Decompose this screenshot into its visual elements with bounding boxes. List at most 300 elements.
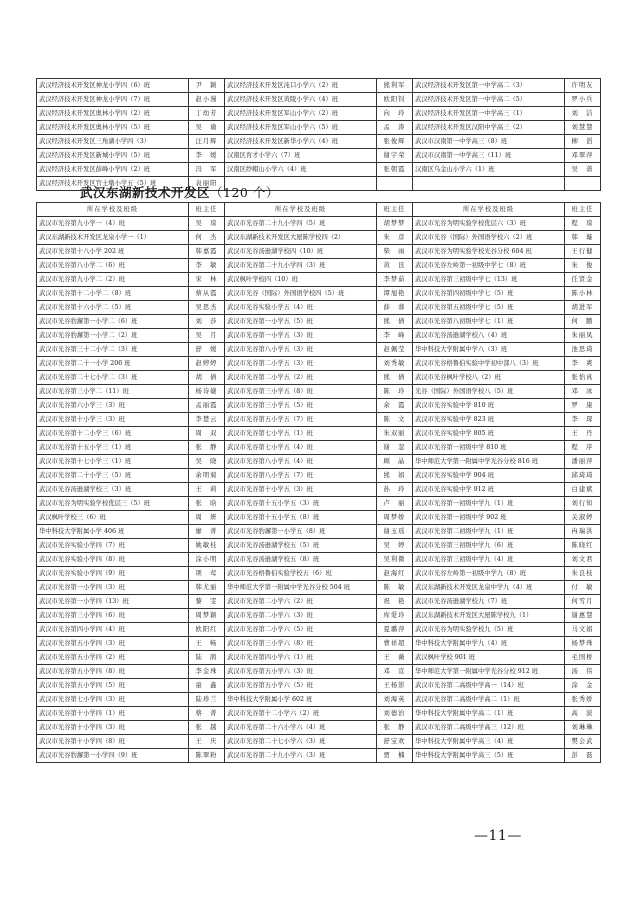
header-school-1: 所在学校及班级 — [37, 203, 189, 217]
teacher-cell: 邱琦琦 — [565, 469, 601, 483]
school-class-cell: 武汉经济技术开发区奥林小学四（5）班 — [37, 121, 189, 135]
table-row — [37, 679, 601, 693]
teacher-cell: 周 妍 — [189, 511, 225, 525]
teacher-cell: 谢惠慧 — [565, 609, 601, 623]
teacher-cell: 贾 楠 — [377, 749, 413, 763]
school-class-cell: 武汉市光谷左岭第一初级中学七（8）班 — [413, 259, 565, 273]
school-class-cell: 武汉市光谷第一小学四（13）班 — [37, 595, 189, 609]
school-class-cell: 武汉市光谷第二小学六（2）班 — [225, 595, 377, 609]
school-class-cell: 武汉市光谷为明实验学校优层三（5）班 — [37, 497, 189, 511]
school-class-cell: 武汉市光谷第三小学二（11）班 — [37, 385, 189, 399]
school-class-cell: 华中科技大学附属中学高二（1）班 — [413, 707, 565, 721]
teacher-cell: 张朝霞 — [377, 163, 413, 177]
teacher-cell: 邓翠萍 — [565, 149, 601, 163]
teacher-cell: 欧阳红 — [189, 623, 225, 637]
teacher-cell: 熊利军 — [377, 79, 413, 93]
teacher-cell: 周 双 — [189, 427, 225, 441]
teacher-cell: 蔡从霞 — [189, 287, 225, 301]
teacher-cell: 夏璐萍 — [377, 623, 413, 637]
table-row — [37, 301, 601, 315]
school-class-cell: 武汉经济技术开发区奥林小学四（2）班 — [37, 107, 189, 121]
teacher-cell: 张 越 — [189, 721, 225, 735]
table-row — [37, 79, 601, 93]
teacher-cell: 余明菊 — [189, 469, 225, 483]
school-class-cell: 武汉市光谷第二小学六（5）班 — [225, 623, 377, 637]
school-class-cell: 汉南区乌金山小学六（1）班 — [413, 163, 565, 177]
teacher-cell: 吴 月 — [189, 329, 225, 343]
teacher-cell: 熊 倩 — [377, 315, 413, 329]
school-class-cell: 武汉市光谷汤逊湖学校三（3）班 — [37, 483, 189, 497]
teacher-cell: 陈 敏 — [377, 581, 413, 595]
school-class-cell: 武汉市光谷第一小学四（3）班 — [37, 581, 189, 595]
school-class-cell: 武汉市光谷实验中学 805 班 — [413, 427, 565, 441]
table-row — [37, 259, 601, 273]
teacher-cell: 孙 玲 — [377, 483, 413, 497]
teacher-cell: 朱双丽 — [377, 427, 413, 441]
table-row — [37, 385, 601, 399]
school-class-cell: 武汉市光谷豹澥第一小学二（2）班 — [37, 329, 189, 343]
school-class-cell: 武汉市光谷豹澥第一小学二（6）班 — [37, 315, 189, 329]
table-row — [37, 399, 601, 413]
school-class-cell: 武汉市光谷格鲁伯实验中学初中部八（3）班 — [413, 357, 565, 371]
teacher-cell: 韩嘉霞 — [189, 245, 225, 259]
header-row — [37, 203, 601, 217]
school-class-cell: 武汉市光谷实验中学 810 班 — [413, 399, 565, 413]
school-class-cell: 武汉市光谷第十八小学 202 班 — [37, 245, 189, 259]
teacher-cell: 马文娟 — [565, 623, 601, 637]
school-class-cell: 武汉市光谷第五小学六（5）班 — [225, 679, 377, 693]
teacher-cell: 程 序 — [565, 441, 601, 455]
teacher-cell: 刘文君 — [565, 553, 601, 567]
teacher-cell: 余 霞 — [377, 399, 413, 413]
school-class-cell: 武汉枫叶学校三（6）班 — [37, 511, 189, 525]
school-class-cell: 武汉经济技术开发区新城小学四（5）班 — [37, 149, 189, 163]
school-class-cell: 武汉经济技术开发区三角湖小学四（3） — [37, 135, 189, 149]
table-row — [37, 163, 601, 177]
school-class-cell: 武汉市光谷汤逊湖学校四（10）班 — [225, 245, 377, 259]
teacher-cell: 朱丽凤 — [565, 329, 601, 343]
teacher-cell: 涂 金 — [565, 679, 601, 693]
teacher-cell: 刘秀敏 — [377, 357, 413, 371]
school-class-cell: 武汉经济技术开发区第一中学高二（3） — [413, 79, 565, 93]
teacher-cell: 库爱玲 — [377, 609, 413, 623]
teacher-cell: 李 峰 — [377, 329, 413, 343]
table-row — [37, 749, 601, 763]
teacher-cell: 王 薇 — [377, 651, 413, 665]
teacher-cell: 熊 倩 — [377, 371, 413, 385]
teacher-cell: 张 晗 — [189, 497, 225, 511]
teacher-cell: 刘行知 — [565, 497, 601, 511]
school-class-cell: 武汉市光谷实验中学 912 班 — [413, 483, 565, 497]
teacher-cell — [377, 177, 413, 191]
table-row — [37, 595, 601, 609]
school-class-cell: 武汉市光谷（国际）外国语学校四（5）班 — [225, 287, 377, 301]
teacher-cell: 张 静 — [189, 441, 225, 455]
teacher-cell: 柳 滔 — [565, 135, 601, 149]
table-row — [37, 483, 601, 497]
school-class-cell: 汉南区育才小学六（7）班 — [225, 149, 377, 163]
teacher-cell: 向 玲 — [377, 107, 413, 121]
school-class-cell: 武汉市光谷汤逊湖学校五（5）班 — [225, 539, 377, 553]
top-table-body — [37, 79, 601, 191]
teacher-cell: 廖 菁 — [189, 525, 225, 539]
school-class-cell: 武汉市光谷第十五小学五（3）班 — [225, 497, 377, 511]
table-row — [37, 343, 601, 357]
teacher-cell: 程 琼 — [565, 217, 601, 231]
teacher-cell: 吴 晓 — [189, 455, 225, 469]
table-row — [37, 427, 601, 441]
teacher-cell: 关淑婷 — [565, 511, 601, 525]
top-table — [36, 78, 601, 191]
section-title — [80, 183, 279, 201]
header-teacher-3: 班主任 — [565, 203, 601, 217]
school-class-cell: 武汉枫叶学校 901 班 — [413, 651, 565, 665]
table-row — [37, 245, 601, 259]
section-name: 武汉东湖新技术开发区 — [80, 185, 211, 200]
school-class-cell: 武汉市光谷第十小学四（8）班 — [37, 735, 189, 749]
teacher-cell: 冯 军 — [189, 163, 225, 177]
teacher-cell: 李 敏 — [189, 259, 225, 273]
teacher-cell: 赵海红 — [377, 567, 413, 581]
school-class-cell: 武汉东湖新技术开发区龙泉小学一（1） — [37, 231, 189, 245]
teacher-cell: 吴思杰 — [189, 301, 225, 315]
school-class-cell: 武汉市光谷为明实验学校优层六（3）班 — [413, 217, 565, 231]
teacher-cell: 陈翠粉 — [189, 749, 225, 763]
school-class-cell: 武汉市光谷豹澥第一小学四（9）班 — [37, 749, 189, 763]
school-class-cell: 武汉市光谷第十小学五（3）班 — [225, 483, 377, 497]
table-row — [37, 329, 601, 343]
school-class-cell: 华中科技大学附属中学九（4）班 — [413, 637, 565, 651]
school-class-cell: 武汉市光谷第十七小学三（1）班 — [37, 455, 189, 469]
school-class-cell: 武汉市光谷第八小学五（4）班 — [225, 455, 377, 469]
school-class-cell: 武汉市光谷实验小学四（7）班 — [37, 539, 189, 553]
teacher-cell: 许明友 — [565, 79, 601, 93]
school-class-cell: 武汉市光谷第三初级中学九（4）班 — [413, 553, 565, 567]
school-class-cell: 武汉市光谷第一初级中学 902 班 — [413, 511, 565, 525]
teacher-cell: 李 琛 — [565, 413, 601, 427]
table-row — [37, 287, 601, 301]
teacher-cell: 孟 涛 — [377, 121, 413, 135]
school-class-cell: 武汉经济技术开发区汉阳中学高三（2） — [413, 121, 565, 135]
school-class-cell: 武汉市光谷第二小学六（3）班 — [225, 609, 377, 623]
header-teacher-2: 班主任 — [377, 203, 413, 217]
teacher-cell: 周梦娇 — [377, 511, 413, 525]
teacher-cell: 樊会武 — [565, 735, 601, 749]
table-row — [37, 581, 601, 595]
school-class-cell: 武汉市光谷第七小学五（4）班 — [225, 441, 377, 455]
teacher-cell: 池思琦 — [565, 343, 601, 357]
table-row — [37, 413, 601, 427]
school-class-cell: 武汉市光谷第八初级中学七（1）班 — [413, 315, 565, 329]
school-class-cell: 武汉市光谷第三初级中学九（6）班 — [413, 539, 565, 553]
school-class-cell: 武汉经济技术开发区官士墩小学五（5）班 — [37, 177, 189, 191]
school-class-cell: 武汉市光谷第五小学四（8）班 — [37, 665, 189, 679]
teacher-cell: 刘慧慧 — [565, 121, 601, 135]
teacher-cell: 杨诗婕 — [189, 385, 225, 399]
teacher-cell: 何 杰 — [189, 231, 225, 245]
teacher-cell: 周梦颖 — [189, 609, 225, 623]
school-class-cell: 武汉市光谷第三小学五（5）班 — [225, 399, 377, 413]
school-class-cell: 武汉市光谷第四小学四（4）班 — [37, 623, 189, 637]
school-class-cell: 武汉市光谷第五小学四（5）班 — [37, 679, 189, 693]
school-class-cell: 武汉枫叶学校四（10）班 — [225, 273, 377, 287]
school-class-cell: 武汉市光谷第三十二小学二（3）班 — [37, 343, 189, 357]
teacher-cell: 王 庆 — [189, 735, 225, 749]
school-class-cell: 武汉市光谷第一小学五（5）班 — [225, 315, 377, 329]
school-class-cell: 武汉经济技术开发区神龙小学四（7）班 — [37, 93, 189, 107]
teacher-cell: 柴 雨 — [377, 245, 413, 259]
teacher-cell: 邓 宣 — [377, 665, 413, 679]
school-class-cell: 武汉市光谷实验中学 904 班 — [413, 469, 565, 483]
teacher-cell: 张 静 — [377, 721, 413, 735]
teacher-cell: 任贤金 — [565, 273, 601, 287]
school-class-cell: 武汉市光谷第二十七小学二（3）班 — [37, 371, 189, 385]
table-row — [37, 273, 601, 287]
teacher-cell: 罗小兵 — [565, 93, 601, 107]
school-class-cell: 汉南区纱帽山小学六（4）班 — [225, 163, 377, 177]
teacher-cell: 张秀娇 — [565, 693, 601, 707]
teacher-cell: 赵小漫 — [189, 93, 225, 107]
school-class-cell: 武汉市光谷第六小学三（3）班 — [37, 399, 189, 413]
teacher-cell: 李梦茹 — [377, 273, 413, 287]
main-table-body — [37, 217, 601, 763]
table-row — [37, 469, 601, 483]
school-class-cell: 武汉市光谷第十二小学二（8）班 — [37, 287, 189, 301]
school-class-cell: 武汉市光谷第十二小学六（2）班 — [225, 707, 377, 721]
teacher-cell: 胡 倩 — [189, 371, 225, 385]
school-class-cell: 武汉市光谷第八小学二（6）班 — [37, 259, 189, 273]
teacher-cell: 陈小林 — [565, 287, 601, 301]
teacher-cell: 付 敏 — [565, 581, 601, 595]
main-table-head — [37, 203, 601, 217]
school-class-cell: 武汉市光谷第二初级中学九（1）班 — [413, 525, 565, 539]
school-class-cell: 武汉市光谷实验小学五（4）班 — [225, 301, 377, 315]
school-class-cell: 武汉市光谷第五小学六（3）班 — [225, 665, 377, 679]
teacher-cell: 谢 忽 — [377, 441, 413, 455]
school-class-cell: 武汉市光谷第十小学四（3）班 — [37, 721, 189, 735]
teacher-cell: 胡进军 — [565, 301, 601, 315]
teacher-cell: 李楚云 — [189, 413, 225, 427]
teacher-cell: 丁幼芳 — [189, 107, 225, 121]
school-class-cell: 武汉市光谷第五小学五（7）班 — [225, 413, 377, 427]
school-class-cell: 武汉市光谷豹澥第一小学五（8）班 — [225, 525, 377, 539]
teacher-cell: 陆 鹃 — [189, 651, 225, 665]
teacher-cell: 舒宝欢 — [377, 735, 413, 749]
teacher-cell: 冉瑞洪 — [565, 525, 601, 539]
school-class-cell: 武汉市光谷第十五小学五（8）班 — [225, 511, 377, 525]
table-row — [37, 609, 601, 623]
table-row — [37, 567, 601, 581]
teacher-cell: 韩 璇 — [565, 231, 601, 245]
school-class-cell: 华中科技大学附属小学 406 班 — [37, 525, 189, 539]
school-class-cell: 武汉市光谷第二十九小学六（3）班 — [225, 749, 377, 763]
table-row — [37, 665, 601, 679]
teacher-cell: 刘 洁 — [565, 107, 601, 121]
school-class-cell: 武汉市光谷第十小学三（3）班 — [37, 413, 189, 427]
school-class-cell: 武汉市光谷第二十七小学六（3）班 — [225, 735, 377, 749]
school-class-cell: 武汉市光谷第二十九小学四（5）班 — [225, 217, 377, 231]
teacher-cell: 涂小明 — [189, 553, 225, 567]
school-class-cell: 武汉市光谷第二高级中学高一（14）班 — [413, 679, 565, 693]
school-class-cell: 武汉市光谷第八小学五（7）班 — [225, 469, 377, 483]
school-class-cell: 武汉经济技术开发区军山小学六（5）班 — [225, 121, 377, 135]
teacher-cell: 李 爽 — [565, 357, 601, 371]
school-class-cell: 武汉市光谷第十小学四（1）班 — [37, 707, 189, 721]
school-class-cell: 武汉东湖新技术开发区大屋陈学校九（1） — [413, 609, 565, 623]
school-class-cell: 武汉市光谷第二十小学三（5）班 — [37, 469, 189, 483]
teacher-cell: 姚敏桂 — [189, 539, 225, 553]
teacher-cell: 吴利微 — [377, 553, 413, 567]
teacher-cell: 李 媛 — [189, 149, 225, 163]
school-class-cell: 武汉经济技术开发区沌口小学六（2）班 — [225, 79, 377, 93]
table-row — [37, 149, 601, 163]
page-number: —11— — [474, 828, 522, 844]
school-class-cell: 武汉市光谷第二十六小学六（4）班 — [225, 721, 377, 735]
school-class-cell: 武汉市光谷第九小学二（2）班 — [37, 273, 189, 287]
school-class-cell: 武汉市光谷实验小学四（8）班 — [37, 553, 189, 567]
table-row — [37, 497, 601, 511]
school-class-cell: 武汉市光谷格鲁伯实验学校五（6）班 — [225, 567, 377, 581]
school-class-cell: 华中师范大学第一附属中学光谷分校 504 班 — [225, 581, 377, 595]
teacher-cell: 李金珠 — [189, 665, 225, 679]
teacher-cell: 刘海英 — [377, 693, 413, 707]
school-class-cell: 武汉市光谷汤逊湖学校八（4）班 — [413, 329, 565, 343]
teacher-cell: 王 丹 — [565, 427, 601, 441]
teacher-cell: 白建斌 — [565, 483, 601, 497]
school-class-cell: 武汉市光谷枫叶学校八（2）班 — [413, 371, 565, 385]
school-class-cell: 武汉市光谷（国际）外国语学校六（2）班 — [413, 231, 565, 245]
school-class-cell: 武汉市光谷第九小学一（4）班 — [37, 217, 189, 231]
teacher-cell: 谢宇荣 — [377, 149, 413, 163]
teacher-cell: 王行健 — [565, 245, 601, 259]
teacher-cell: 王杨影 — [377, 679, 413, 693]
table-row — [37, 455, 601, 469]
teacher-cell: 罗 康 — [565, 399, 601, 413]
teacher-cell: 陈 玲 — [377, 385, 413, 399]
teacher-cell: 曹祥超 — [377, 637, 413, 651]
school-class-cell: 武汉市光谷第一初级中学九（1）班 — [413, 497, 565, 511]
table-row — [37, 693, 601, 707]
header-teacher-1: 班主任 — [189, 203, 225, 217]
table-row — [37, 735, 601, 749]
teacher-cell: 何 鹏 — [565, 315, 601, 329]
table-row — [37, 93, 601, 107]
teacher-cell: 黎 雯 — [189, 595, 225, 609]
teacher-cell: 舒 媛 — [189, 343, 225, 357]
teacher-cell: 谢玉瑶 — [377, 525, 413, 539]
section-count: （120 个） — [210, 185, 279, 200]
teacher-cell: 刘德治 — [377, 707, 413, 721]
teacher-cell: 高 波 — [565, 707, 601, 721]
table-row — [37, 651, 601, 665]
teacher-cell: 胡梦梦 — [377, 217, 413, 231]
table-row — [37, 525, 601, 539]
teacher-cell: 汤 伟 — [565, 665, 601, 679]
school-class-cell: 武汉经济技术开发区军山小学六（2）班 — [225, 107, 377, 121]
table-row — [37, 553, 601, 567]
teacher-cell: 张怡真 — [565, 371, 601, 385]
table-row — [37, 707, 601, 721]
teacher-cell: 尹 颖 — [189, 79, 225, 93]
school-class-cell: 武汉市光谷第二小学五（3）班 — [225, 357, 377, 371]
teacher-cell: 朱 彦 — [377, 231, 413, 245]
teacher-cell: 薛 蓉 — [377, 301, 413, 315]
school-class-cell: 武汉市光谷第三小学四（6）班 — [37, 609, 189, 623]
main-table — [36, 202, 601, 763]
school-class-cell: 武汉市光谷第二小学五（2）班 — [225, 371, 377, 385]
teacher-cell: 朱良枝 — [565, 567, 601, 581]
school-class-cell: 武汉市光谷第五初级中学七（5）班 — [413, 301, 565, 315]
school-class-cell: 华中师范大学第一附属中学光谷分校 816 班 — [413, 455, 565, 469]
school-class-cell: 武汉市光谷第十二小学三（6）班 — [37, 427, 189, 441]
school-class-cell: 武汉市光谷第二高级中学高二（1）班 — [413, 693, 565, 707]
school-class-cell: 武汉市光谷第十五小学三（1）班 — [37, 441, 189, 455]
school-class-cell: 华中师范大学第一附属中学光谷分校 912 班 — [413, 665, 565, 679]
school-class-cell: 武汉市光谷第一小学五（3）班 — [225, 329, 377, 343]
table-row — [37, 441, 601, 455]
table-row — [37, 135, 601, 149]
teacher-cell: 邓 冰 — [565, 385, 601, 399]
school-class-cell: 武汉市光谷汤逊湖学校九（7）班 — [413, 595, 565, 609]
table-row — [37, 231, 601, 245]
teacher-cell: 袁丽阳 — [189, 177, 225, 191]
table-row — [37, 539, 601, 553]
school-class-cell: 武汉市光谷第四小学六（1）班 — [225, 651, 377, 665]
school-class-cell: 光谷（国际）外国语学校八（5）班 — [413, 385, 565, 399]
teacher-cell: 赵婷婷 — [189, 357, 225, 371]
school-class-cell: 武汉市光谷第二十一小学 206 班 — [37, 357, 189, 371]
teacher-cell: 何雪月 — [565, 595, 601, 609]
table-row — [37, 217, 601, 231]
teacher-cell: 杨梦珠 — [565, 637, 601, 651]
header-school-2: 所在学校及班级 — [225, 203, 377, 217]
teacher-cell: 潘丽萍 — [565, 455, 601, 469]
teacher-cell: 陈晓红 — [565, 539, 601, 553]
school-class-cell: 武汉市光谷实验小学四（9）班 — [37, 567, 189, 581]
teacher-cell: 顾 晶 — [377, 455, 413, 469]
table-row — [37, 371, 601, 385]
teacher-cell: 彭 磊 — [565, 749, 601, 763]
teacher-cell — [565, 177, 601, 191]
teacher-cell: 王 莉 — [189, 483, 225, 497]
teacher-cell: 吴 瑜 — [189, 121, 225, 135]
school-class-cell: 武汉市光谷左岭第一初级中学九（8）班 — [413, 567, 565, 581]
teacher-cell: 韩尤丽 — [189, 581, 225, 595]
school-class-cell: 武汉经济技术开发区薛峰小学四（2）班 — [37, 163, 189, 177]
teacher-cell: 汪月辉 — [189, 135, 225, 149]
school-class-cell: 武汉市汉南第一中学高三（8）班 — [413, 135, 565, 149]
school-class-cell: 武汉市光谷第十六小学二（5）班 — [37, 301, 189, 315]
teacher-cell: 陈 文 — [377, 413, 413, 427]
school-class-cell: 武汉市光谷第五小学四（2）班 — [37, 651, 189, 665]
school-class-cell: 武汉市光谷为明实验学校九（5）班 — [413, 623, 565, 637]
school-class-cell: 武汉市光谷为明实验学校光谷分校 604 班 — [413, 245, 565, 259]
teacher-cell: 蔡 菁 — [189, 707, 225, 721]
table-row — [37, 315, 601, 329]
school-class-cell: 武汉市光谷第二高级中学高三（12）班 — [413, 721, 565, 735]
school-class-cell: 武汉东湖新技术开发区龙泉中学九（4）班 — [413, 581, 565, 595]
school-class-cell: 武汉市光谷第三初级中学七（13）班 — [413, 273, 565, 287]
table-row — [37, 357, 601, 371]
teacher-cell: 祝 艳 — [377, 595, 413, 609]
teacher-cell: 王 畅 — [189, 637, 225, 651]
teacher-cell: 刘琳琳 — [565, 721, 601, 735]
school-class-cell: 武汉经济技术开发区黄陵小学六（4）班 — [225, 93, 377, 107]
school-class-cell: 武汉市光谷第八小学五（3）班 — [225, 343, 377, 357]
school-class-cell: 华中科技大学附属小学 602 班 — [225, 693, 377, 707]
teacher-cell: 黄 艮 — [377, 259, 413, 273]
school-class-cell: 武汉经济技术开发区新华小学六（4）班 — [225, 135, 377, 149]
